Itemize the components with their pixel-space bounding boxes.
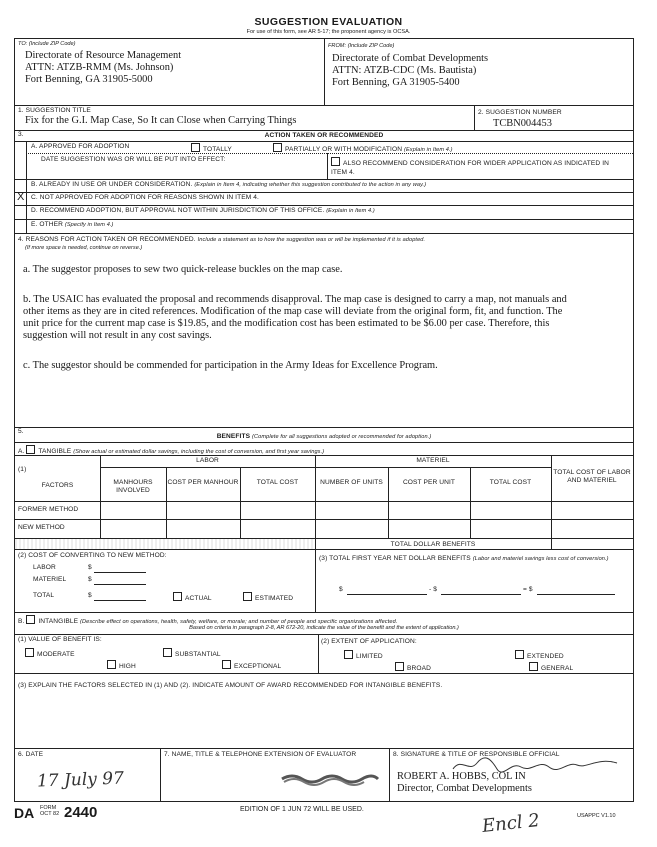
redacted-scribble (280, 772, 380, 786)
net-benefits-label: (3) TOTAL FIRST YEAR NET DOLLAR BENEFITS (Labor and materiel savings less cost of conversion.) (319, 555, 609, 562)
suggestion-number-value: TCBN004453 (493, 118, 552, 129)
exceptional-option[interactable]: EXCEPTIONAL (222, 660, 281, 670)
reasons-note: (If more space is needed, continue on reverse.) (25, 245, 143, 251)
option-d[interactable]: D. RECOMMEND ADOPTION, BUT APPROVAL NOT WITHIN JURISDICTION OF THIS OFFICE. (Explain in Item 4.) (31, 207, 375, 214)
general-checkbox[interactable] (529, 662, 538, 671)
broad-checkbox[interactable] (395, 662, 404, 671)
broad-option[interactable]: BROAD (395, 662, 431, 672)
value-of-benefit-label: (1) VALUE OF BENEFIT IS: (18, 636, 102, 643)
explain-factors-label: (3) EXPLAIN THE FACTORS SELECTED IN (1) AND (2). INDICATE AMOUNT OF AWARD RECOMMENDED FOR INTANGIBLE BENEFITS. (18, 682, 443, 689)
reasons-label: 4. REASONS FOR ACTION TAKEN OR RECOMMENDED. Include a statement as to how the suggestion was or will be implemented if it is adopted. (18, 236, 426, 243)
also-recommend[interactable]: ALSO RECOMMEND CONSIDERATION FOR WIDER APPLICATION AS INDICATED IN ITEM 4. (331, 157, 626, 177)
high-checkbox[interactable] (107, 660, 116, 669)
limited-checkbox[interactable] (344, 650, 353, 659)
official-name: ROBERT A. HOBBS, COL IN (397, 771, 526, 782)
from-label: FROM: (Include ZIP Code) (328, 43, 395, 49)
also-recommend-checkbox[interactable] (331, 157, 340, 166)
reason-b: b. The USAIC has evaluated the proposal and recommends disapproval. The map case is designed to carry a map, not manuals and other items as they are in cited references. Modification of the map case will deviate from the original form, fit, and function. The unit price for the current map case is $19.85, and the modification cost has been estimated to be $6.00 per case. Therefore, this suggestion will not result in any cost savings. (23, 294, 567, 341)
col-num-units: NUMBER OF UNITS (320, 479, 383, 486)
conv-total: TOTAL (33, 592, 55, 599)
partially-checkbox[interactable] (273, 143, 282, 152)
limited-option[interactable]: LIMITED (344, 650, 383, 660)
actual-option[interactable]: ACTUAL (173, 592, 212, 602)
form-subtitle: For use of this form, see AR 5-17; the proponent agency is OCSA. (246, 29, 411, 35)
substantial-option[interactable]: SUBSTANTIAL (163, 648, 221, 658)
suggestion-number-label: 2. SUGGESTION NUMBER (478, 109, 562, 116)
date-effect-label: DATE SUGGESTION WAS OR WILL BE PUT INTO EFFECT: (41, 156, 226, 163)
item3-number: 3. (18, 131, 24, 138)
tangible-row[interactable]: A. TANGIBLE (Show actual or estimated dollar savings, including the cost of conversion, and first year savings.) (18, 445, 324, 455)
option-a-partially[interactable]: PARTIALLY OR WITH MODIFICATION (Explain in Item 4.) (273, 143, 453, 153)
suggestion-title-value: Fix for the G.I. Map Case, So It can Close when Carrying Things (25, 115, 297, 126)
extended-checkbox[interactable] (515, 650, 524, 659)
publisher-code: USAPPC V1.10 (577, 813, 616, 819)
totally-checkbox[interactable] (191, 143, 200, 152)
evaluator-label: 7. NAME, TITLE & TELEPHONE EXTENSION OF EVALUATOR (164, 751, 357, 758)
form-title: SUGGESTION EVALUATION (254, 16, 403, 28)
total-dollar-benefits: TOTAL DOLLAR BENEFITS (390, 541, 476, 548)
col-labor-total: TOTAL COST (256, 479, 299, 486)
intangible-note: Based on criteria in paragraph 2-8, AR 672-20, indicate the value of the benefit and the extent of application.) (189, 625, 459, 631)
option-a-totally[interactable]: TOTALLY (191, 143, 232, 153)
option-c-label: C. NOT APPROVED FOR ADOPTION FOR REASONS SHOWN IN ITEM 4. (31, 194, 259, 201)
general-option[interactable]: GENERAL (529, 662, 573, 672)
suggestion-title-label: 1. SUGGESTION TITLE (18, 107, 91, 114)
moderate-option[interactable]: MODERATE (25, 648, 75, 658)
from-line: Fort Benning, GA 31905-5400 (332, 77, 460, 88)
exceptional-checkbox[interactable] (222, 660, 231, 669)
net-minus: - $ (429, 586, 437, 593)
extended-option[interactable]: EXTENDED (515, 650, 564, 660)
col-cost-per-unit: COST PER UNIT (402, 479, 456, 486)
net-equals: = $ (523, 586, 533, 593)
item5-number: 5. (18, 428, 24, 435)
form-meta: FORM OCT 82 (40, 805, 60, 817)
item3-heading: ACTION TAKEN OR RECOMMENDED (264, 132, 384, 139)
col-factors: FACTORS (41, 482, 74, 489)
to-address (25, 50, 181, 86)
substantial-checkbox[interactable] (163, 648, 172, 657)
estimated-option[interactable]: ESTIMATED (243, 592, 293, 602)
actual-checkbox[interactable] (173, 592, 182, 601)
tangible-checkbox[interactable] (26, 445, 35, 454)
col-total-labor-materiel: TOTAL COST OF LABOR AND MATERIEL (553, 469, 631, 484)
intangible-checkbox[interactable] (26, 615, 35, 624)
to-line: Directorate of Resource Management (25, 50, 182, 61)
conversion-cost-label: (2) COST OF CONVERTING TO NEW METHOD: (18, 552, 167, 559)
net-dollar-1: $ (339, 586, 343, 593)
from-line: Directorate of Combat Developments (332, 53, 489, 64)
conv-materiel-dollar: $ (88, 576, 92, 583)
form-da: DA (14, 805, 35, 821)
to-label: TO: (Include ZIP Code) (18, 41, 76, 47)
option-e[interactable]: E. OTHER (Specify in Item 4.) (31, 221, 114, 228)
to-line: ATTN: ATZB-RMM (Ms. Johnson) (25, 62, 174, 73)
table-ref: (1) (18, 466, 27, 473)
intangible-row[interactable]: B. INTANGIBLE (Describe effect on operations, health, safety, welfare, or morale; and number of people and specific organizations affected. (18, 615, 630, 626)
materiel-heading: MATERIEL (416, 457, 450, 464)
row-former-method: FORMER METHOD (18, 506, 79, 513)
signature-label: 8. SIGNATURE & TITLE OF RESPONSIBLE OFFICIAL (393, 751, 560, 758)
official-title: Director, Combat Developments (397, 783, 532, 794)
extent-label: (2) EXTENT OF APPLICATION: (321, 638, 417, 645)
col-cost-per-manhour: COST PER MANHOUR (167, 479, 239, 486)
option-a-label: A. APPROVED FOR ADOPTION (31, 143, 130, 150)
conv-labor-dollar: $ (88, 564, 92, 571)
suggestion-evaluation-form (14, 38, 634, 802)
to-line: Fort Benning, GA 31905-5000 (25, 74, 153, 85)
shaded-band (15, 538, 315, 549)
estimated-checkbox[interactable] (243, 592, 252, 601)
form-number: 2440 (64, 804, 98, 821)
conv-labor: LABOR (33, 564, 56, 571)
reason-a: a. The suggestor proposes to sew two quick-release buckles on the map case. (23, 264, 343, 275)
reason-c: c. The suggestor should be commended for participation in the Army Ideas for Excellence Program. (23, 360, 438, 371)
from-address (332, 53, 488, 89)
moderate-checkbox[interactable] (25, 648, 34, 657)
row-new-method: NEW METHOD (18, 524, 65, 531)
option-c-checkmark[interactable]: X (17, 191, 25, 203)
date-label: 6. DATE (18, 751, 44, 758)
edition-note: EDITION OF 1 JUN 72 WILL BE USED. (240, 806, 364, 813)
option-b[interactable]: B. ALREADY IN USE OR UNDER CONSIDERATION. (Explain in Item 4, indicating whether this suggestion contributed to the action in any way.) (31, 181, 427, 188)
benefits-heading: BENEFITS (Complete for all suggestions adopted or recommended for adoption.) (216, 433, 432, 440)
from-line: ATTN: ATZB-CDC (Ms. Bautista) (332, 65, 477, 76)
handwritten-date: 17 July 97 (36, 768, 125, 792)
high-option[interactable]: HIGH (107, 660, 136, 670)
col-materiel-total: TOTAL COST (489, 479, 532, 486)
conv-total-dollar: $ (88, 592, 92, 599)
conv-materiel: MATERIEL (33, 576, 67, 583)
labor-heading: LABOR (196, 457, 219, 464)
col-manhours: MANHOURS INVOLVED (113, 479, 153, 494)
enclosure-note: Encl 2 (481, 810, 541, 837)
